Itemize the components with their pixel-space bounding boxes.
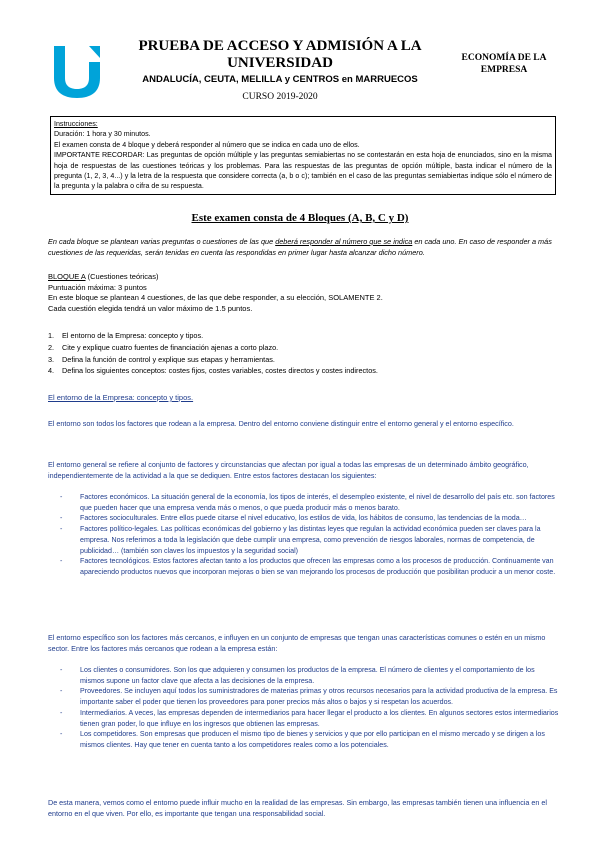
list-item bbox=[60, 492, 560, 513]
dash-bullet: - bbox=[60, 493, 63, 501]
question-text: Defina los siguientes conceptos: costes fijos, costes variables, costes directos y costes indirectos. bbox=[62, 366, 378, 376]
exam-structure-text: Este examen consta de 4 Bloques (A, B, C y D) bbox=[191, 212, 409, 224]
exam-structure-heading bbox=[0, 212, 600, 224]
instructions-box bbox=[50, 116, 556, 195]
question-item bbox=[48, 365, 558, 377]
list-item bbox=[60, 556, 560, 577]
list-item-text: Factores socioculturales. Entre ellos puede citarse el nivel educativo, los estilos de vida, los hábitos de consumo, las tendencias de la moda… bbox=[80, 514, 527, 523]
specific-factors-list bbox=[60, 665, 560, 751]
question-item bbox=[48, 330, 558, 342]
block-a-title: BLOQUE A bbox=[48, 272, 86, 281]
instructions-duration: Duración: 1 hora y 30 minutos. bbox=[54, 130, 151, 139]
list-item bbox=[60, 708, 560, 729]
list-item bbox=[60, 686, 560, 707]
list-item bbox=[60, 524, 560, 556]
block-intro bbox=[48, 236, 558, 258]
answer-title: El entorno de la Empresa: concepto y tipos. bbox=[48, 393, 194, 402]
list-item-text: Intermediarios. A veces, las empresas dependen de intermediarios para hacer llegar el producto a los clientes. En algunos sectores estos intermediarios tienen gran poder, lo que influye en los ingresos que obtienen las empresas. bbox=[80, 708, 559, 728]
answer-paragraph-4: De esta manera, vemos como el entorno puede influir mucho en la realidad de las empresas. Sin embargo, las empresas también tienen una influencia en el entorno en el que viven. Por ello, es importante que tengan una responsabilidad social. bbox=[48, 798, 548, 819]
dash-bullet: - bbox=[60, 708, 63, 717]
exam-region: ANDALUCÍA, CEUTA, MELILLA y CENTROS en MARRUECOS bbox=[142, 74, 418, 85]
list-item bbox=[60, 513, 560, 524]
exam-subject: ECONOMÍA DE LA EMPRESA bbox=[461, 53, 547, 75]
intro-text-before: En cada bloque se plantean varias preguntas o cuestiones de las que bbox=[48, 237, 276, 246]
list-item bbox=[60, 729, 560, 750]
intro-text-underlined: deberá responder al número que se indica bbox=[275, 237, 413, 246]
block-a-title-suffix: (Cuestiones teóricas) bbox=[85, 272, 159, 281]
list-item-text: Factores político-legales. Las políticas económicas del gobierno y las distintas leyes que regulan la actividad económica pueden ser claves para la empresa. Nos referimos a toda la legislación que debe cumplir una empresa, como prevención de riesgos laborales, normas de competencia, de publicidad… (también son claves los impuestos y la seguridad social) bbox=[80, 525, 541, 555]
dash-bullet: - bbox=[60, 525, 63, 534]
answer-paragraph-1: El entorno son todos los factores que rodean a la empresa. Dentro del entorno conviene distinguir entre el entorno general y el entorno específico. bbox=[48, 419, 514, 428]
list-item-text: Factores económicos. La situación general de la economía, los tipos de interés, el desempleo existente, el nivel de desarrollo del país etc. son factores que pueden hacer que una empresa venda más o menos, o que pueda producir más o menos barato. bbox=[80, 493, 555, 512]
question-text: Cite y explique cuatro fuentes de financiación ajenas a corto plazo. bbox=[62, 342, 279, 352]
dash-bullet: - bbox=[60, 514, 63, 523]
intro-text-after: en cada uno. En caso de responder a más cuestiones de las requeridas, serán tenidas en cuenta las respondidas en primer lugar hasta alcanzar dicho número. bbox=[48, 237, 552, 257]
instructions-structure: El examen consta de 4 bloque y deberá responder al número que se indica en cada uno de ellos. bbox=[54, 140, 360, 149]
question-item bbox=[48, 354, 558, 366]
general-factors-list bbox=[60, 492, 560, 578]
question-list bbox=[48, 330, 558, 377]
dash-bullet: - bbox=[60, 687, 63, 696]
question-number: 1. bbox=[48, 331, 55, 340]
list-item-text: Factores tecnológicos. Estos factores afectan tanto a los productos que ofrecen las empresas como a los procesos de producción. Continuamente van apareciendo productos nuevos que incorporan mejoras o bien se van mejorando los procesos de producción que posibilitan producir a un menor coste. bbox=[80, 557, 556, 576]
block-a-rule: En este bloque se plantean 4 cuestiones, de las que debe responder, a su elección, SOLAMENTE 2. bbox=[48, 293, 383, 302]
question-number: 4. bbox=[48, 366, 55, 376]
instructions-important: IMPORTANTE RECORDAR: Las preguntas de opción múltiple y las preguntas semiabiertas no se contestarán en esta hoja de enunciados, sino en la misma hoja de respuestas de las cuestiones teóricas y los problemas. Para las respuestas de las preguntas de opción múltiple, basta indicar el número de la pregunta (1, 2, 3, 4...) y la letra de la respuesta que considere correcta (a, b o c); también en el caso de las preguntas semiabiertas indique sólo el número de la pregunta y la palabra o cifra de su respuesta. bbox=[54, 151, 552, 191]
university-logo-icon bbox=[52, 42, 102, 98]
block-a-header bbox=[48, 272, 558, 314]
block-a-score: Puntuación máxima: 3 puntos bbox=[48, 282, 147, 292]
list-item-text: Los clientes o consumidores. Son los que adquieren y consumen los productos de la empresa. El número de clientes y el comportamiento de los mismos supone un factor clave que afecta a las decisiones de la empresa. bbox=[80, 666, 535, 685]
answer-paragraph-3: El entorno específico son los factores más cercanos, e influyen en un conjunto de empresas que tengan unas características comunes o estén en un mismo sector. Entre los factores más cercanos que rodean a la empresa están: bbox=[48, 633, 546, 654]
exam-title: PRUEBA DE ACCESO Y ADMISIÓN A LA UNIVERSIDAD bbox=[138, 38, 422, 71]
question-number: 3. bbox=[48, 354, 55, 364]
list-item-text: Proveedores. Se incluyen aquí todos los suministradores de materias primas y otros recursos necesarios para la actividad productiva de la empresa. Es importante saber el poder que tienen los proveedores para poner precios más altos o bajos y si respetan los acuerdos. bbox=[80, 687, 558, 707]
list-item-text: Los competidores. Son empresas que producen el mismo tipo de bienes y servicios y que por ello participan en el mismo mercado y se dirigen a los mismos clientes. Hay que tener en cuenta tanto a los competidores reales como a los potenciales. bbox=[80, 730, 545, 749]
exam-course: CURSO 2019-2020 bbox=[242, 92, 318, 102]
list-item bbox=[60, 665, 560, 686]
question-item bbox=[48, 342, 558, 354]
answer-paragraph-2: El entorno general se refiere al conjunto de factores y circunstancias que afectan por igual a todas las empresas de un determinado ámbito geográfico, independientemente de la actividad a la que se dediquen. Entre estos factores destacan los siguientes: bbox=[48, 460, 529, 481]
question-text: El entorno de la Empresa: concepto y tipos. bbox=[62, 331, 204, 340]
question-number: 2. bbox=[48, 342, 55, 352]
dash-bullet: - bbox=[60, 666, 63, 674]
dash-bullet: - bbox=[60, 557, 63, 566]
dash-bullet: - bbox=[60, 730, 63, 739]
question-text: Defina la función de control y explique sus etapas y herramientas. bbox=[62, 354, 275, 364]
instructions-heading: Instrucciones: bbox=[54, 120, 98, 128]
block-a-value: Cada cuestión elegida tendrá un valor máximo de 1.5 puntos. bbox=[48, 303, 253, 313]
